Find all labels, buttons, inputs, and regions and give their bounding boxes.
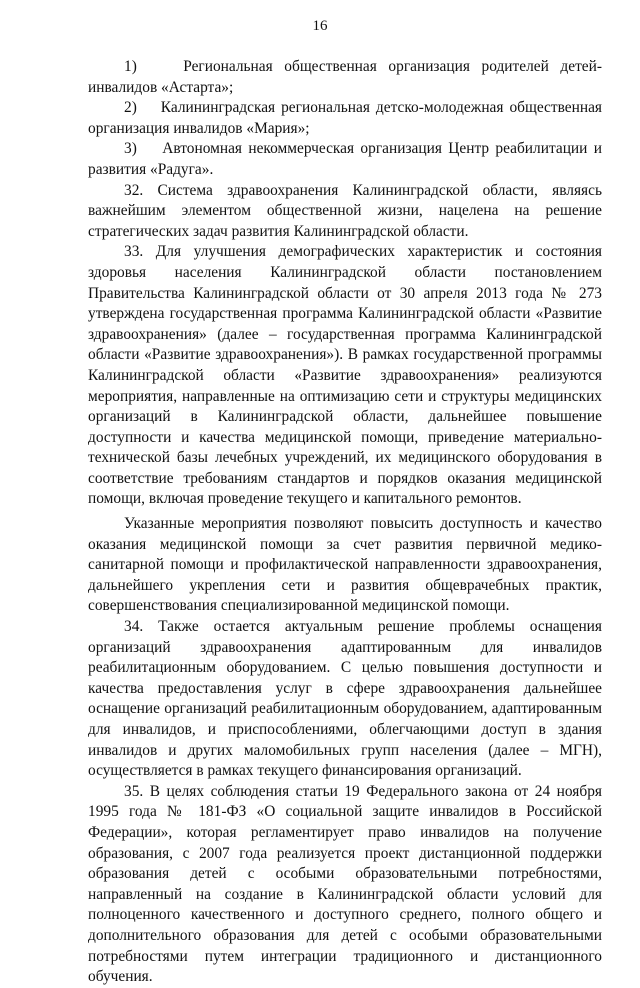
- page-number: 16: [312, 18, 328, 34]
- paragraph-35: 35. В целях соблюдения статьи 19 Федерального закона от 24 ноября 1995 года № 181-ФЗ «О социальной защите инвалидов в Российской Федерации», которая регламентирует право инвалидов на получение образования, с 2007 года реализуется проект дистанционной поддержки образования детей с особыми образовательными потребностями, направленный на создание в Калининградской области условий для полноценного качественного и доступного среднего, полного общего и дополнительного образования для детей с особыми образовательными потребностями путем интеграции традиционного и дистанционного обучения.: [88, 782, 602, 986]
- paragraph-34: 34. Также остается актуальным решение проблемы оснащения организаций здравоохранения адаптированным для инвалидов реабилитационным оборудованием. С целью повышения доступности и качества предоставления услуг в сфере здравоохранения дальнейшее оснащение организаций реабилитационным оборудованием, адаптированным для инвалидов, и приспособлениями, облегчающими доступ в здания инвалидов и других маломобильных групп населения (далее – МГН), осуществляется в рамках текущего финансирования организаций.: [88, 618, 602, 780]
- paragraph-32: 32. Система здравоохранения Калининградской области, являясь важнейшим элементом общественной жизни, нацелена на решение стратегических задач развития Калининградской области.: [88, 181, 602, 240]
- paragraph-33: 33. Для улучшения демографических характеристик и состояния здоровья населения Калининградской области постановлением Правительства Калининградской области от 30 апреля 2013 года № 273 утверждена государственная программа Калининградской области «Развитие здравоохранения» (далее – государственная программа Калининградской области «Развитие здравоохранения»). В рамках государственной программы Калининградской области «Развитие здравоохранения» реализуются мероприятия, направленные на оптимизацию сети и структуры медицинских организаций в Калининградской области, дальнейшее повышение доступности и качества медицинской помощи, приведение материально-технической базы лечебных учреждений, их медицинского оборудования в соответствие требованиям стандартов и порядков оказания медицинской помощи, включая проведение текущего и капитального ремонтов.: [88, 243, 602, 508]
- document-body: [88, 57, 602, 988]
- list-item-organization-3: 3) Автономная некоммерческая организация Центр реабилитации и развития «Радуга».: [88, 140, 602, 178]
- list-item-organization-2: 2) Калининградская региональная детско-молодежная общественная организация инвалидов «Мария»;: [88, 99, 602, 137]
- list-item-organization-1: 1) Региональная общественная организация родителей детей-инвалидов «Астарта»;: [88, 58, 602, 96]
- paragraph-33-continued: Указанные мероприятия позволяют повысить доступность и качество оказания медицинской помощи за счет развития первичной медико-санитарной помощи и профилактической направленности здравоохранения, дальнейшего укрепления сети и развития общеврачебных практик, совершенствования специализированной медицинской помощи.: [88, 515, 602, 615]
